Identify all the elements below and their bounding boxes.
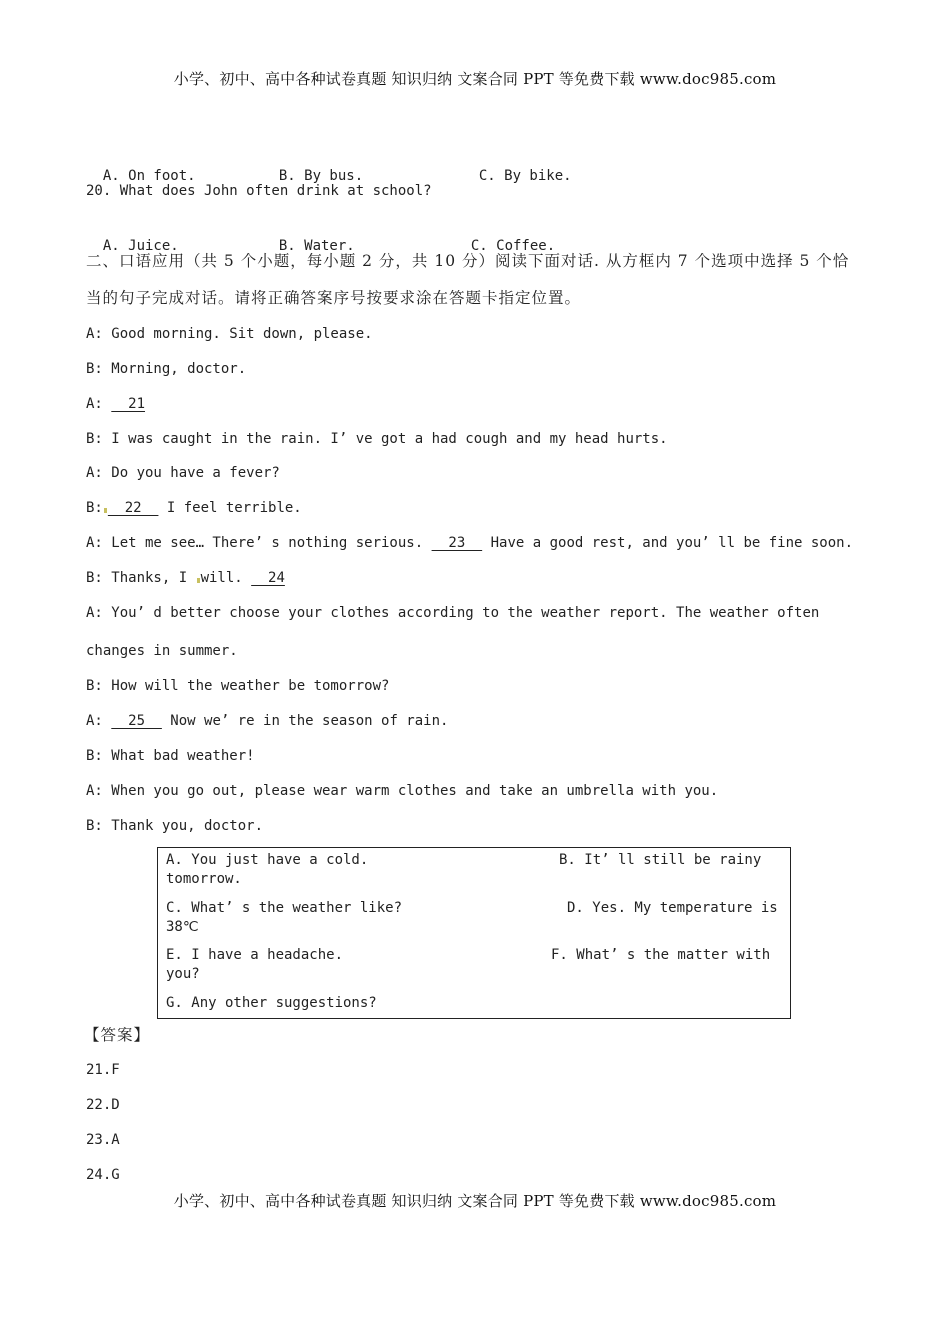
option-d: D. Yes. My temperature is <box>567 900 778 916</box>
q19-option-c: C. By bike. <box>478 168 572 184</box>
dialogue-text: Have a good rest, and you’ ll be fine soon. <box>482 535 854 551</box>
dialogue-text: A: Let me see… There’ s nothing serious. <box>86 535 432 551</box>
dialogue-line <box>86 533 853 553</box>
q20-option-a: A. Juice. <box>102 238 179 254</box>
dialogue-line: A: When you go out, please wear warm clothes and take an umbrella with you. <box>86 783 719 799</box>
highlight-mark <box>104 508 107 513</box>
dialogue-line <box>86 394 145 414</box>
q19-option-b: B. By bus. <box>278 168 364 184</box>
page-header-banner: 小学、初中、高中各种试卷真题 知识归纳 文案合同 PPT 等免费下载 www.doc985.com <box>173 70 777 88</box>
dialogue-line <box>86 568 285 588</box>
q20-option-c: C. Coffee. <box>470 238 556 254</box>
section2-instructions-line1: 二、口语应用（共 5 个小题，每小题 2 分，共 10 分）阅读下面对话. 从方框内 7 个选项中选择 5 个恰 <box>86 252 850 270</box>
answer-item: 23.A <box>86 1132 120 1148</box>
answer-item: 22.D <box>86 1097 120 1113</box>
dialogue-line: B: What bad weather! <box>86 748 255 764</box>
dialogue-text: B: Thanks, I <box>86 570 196 586</box>
page-footer-banner: 小学、初中、高中各种试卷真题 知识归纳 文案合同 PPT 等免费下载 www.doc985.com <box>173 1192 777 1210</box>
dialogue-line: A: You’ d better choose your clothes according to the weather report. The weather often <box>86 605 820 621</box>
option-c: C. What’ s the weather like? <box>166 900 403 916</box>
blank-21: 21 <box>111 396 146 412</box>
option-a: A. You just have a cold. <box>166 852 369 868</box>
dialogue-line: A: Good morning. Sit down, please. <box>86 326 373 342</box>
q19-options <box>86 146 572 186</box>
speaker-prefix: A: <box>86 396 112 412</box>
dialogue-line: B: I was caught in the rain. I’ ve got a had cough and my head hurts. <box>86 431 668 447</box>
answer-item: 21.F <box>86 1062 120 1078</box>
dialogue-line: B: Thank you, doctor. <box>86 818 264 834</box>
blank-24: 24 <box>251 570 285 586</box>
section2-instructions-line2: 当的句子完成对话。请将正确答案序号按要求涂在答题卡指定位置。 <box>86 289 582 307</box>
option-d-continued: 38℃ <box>166 919 199 935</box>
dialogue-line: changes in summer. <box>86 643 238 659</box>
option-e: E. I have a headache. <box>166 947 344 963</box>
speaker-prefix: B: <box>86 500 103 516</box>
dialogue-line: B: Morning, doctor. <box>86 361 247 377</box>
q19-option-a: A. On foot. <box>102 168 196 184</box>
highlight-mark <box>197 578 200 583</box>
dialogue-text: Now we’ re in the season of rain. <box>161 713 449 729</box>
q20-options <box>86 216 555 256</box>
dialogue-line: B: How will the weather be tomorrow? <box>86 678 390 694</box>
option-f-continued: you? <box>166 966 200 982</box>
option-b-continued: tomorrow. <box>166 871 242 887</box>
dialogue-line <box>86 711 448 731</box>
answer-options-box <box>157 847 791 1019</box>
dialogue-line: A: Do you have a fever? <box>86 465 280 481</box>
dialogue-text: I feel terrible. <box>158 500 302 516</box>
option-b: B. It’ ll still be rainy <box>559 852 762 868</box>
answer-item: 24.G <box>86 1167 120 1183</box>
q20-question: 20. What does John often drink at school? <box>86 183 432 199</box>
q20-option-b: B. Water. <box>278 238 355 254</box>
option-f: F. What’ s the matter with <box>551 947 771 963</box>
dialogue-text: will. <box>200 570 252 586</box>
blank-25: 25 <box>111 713 162 729</box>
dialogue-line <box>86 498 302 518</box>
option-g: G. Any other suggestions? <box>166 995 377 1011</box>
speaker-prefix: A: <box>86 713 112 729</box>
blank-23: 23 <box>431 535 483 551</box>
blank-22: 22 <box>107 500 159 516</box>
answers-heading: 【答案】 <box>84 1026 151 1044</box>
